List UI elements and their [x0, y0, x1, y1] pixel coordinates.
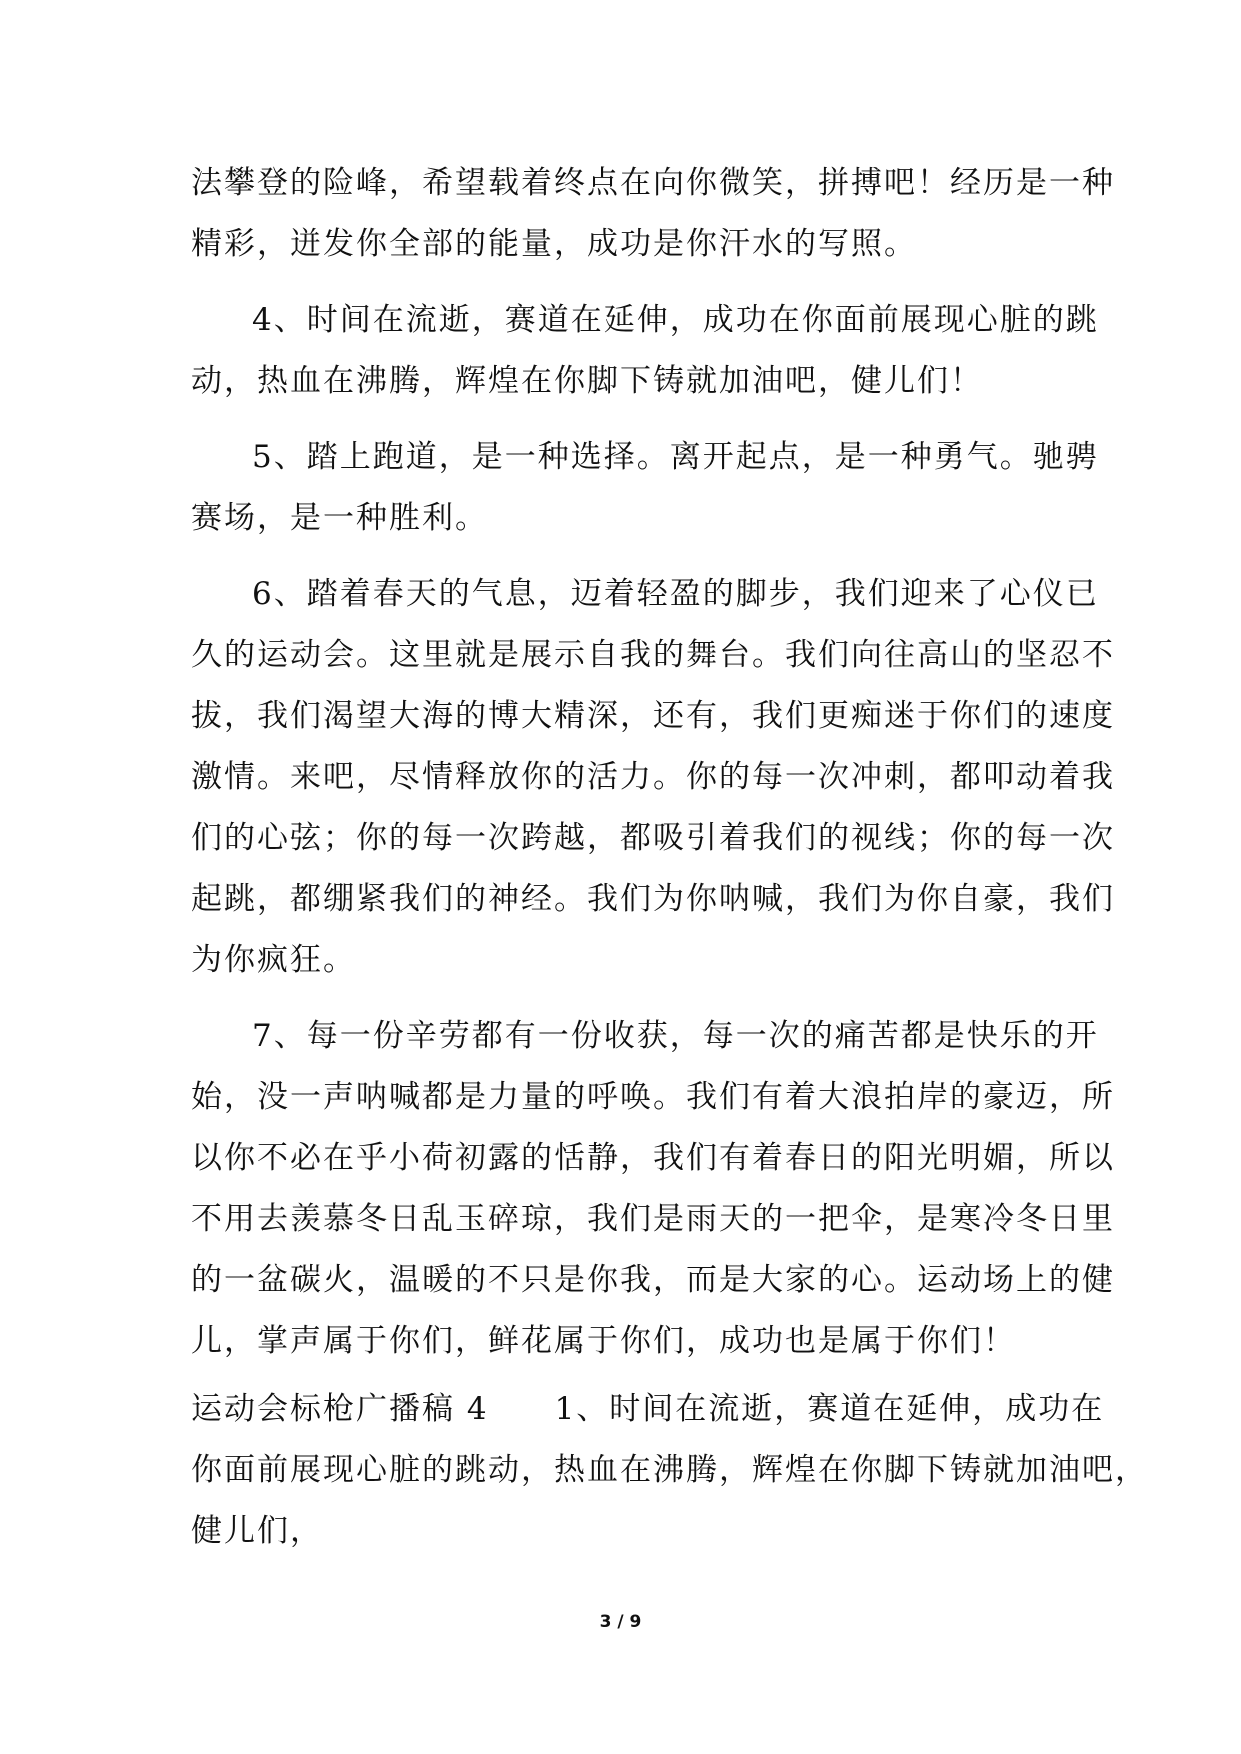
text-line: 为你疯狂。: [191, 942, 356, 978]
text-line: 始，没一声呐喊都是力量的呼唤。我们有着大浪拍岸的豪迈，所: [191, 1079, 1115, 1115]
text-line: 的一盆碳火，温暖的不只是你我，而是大家的心。运动场上的健: [191, 1262, 1115, 1298]
text-line: 健儿们，: [191, 1513, 323, 1549]
text-line: 起跳，都绷紧我们的神经。我们为你呐喊，我们为你自豪，我们: [191, 881, 1115, 917]
text-line: 精彩，迸发你全部的能量，成功是你汗水的写照。: [191, 226, 917, 262]
text-line: 儿，掌声属于你们，鲜花属于你们，成功也是属于你们！: [191, 1323, 1016, 1359]
text-line: 激情。来吧，尽情释放你的活力。你的每一次冲刺，都叩动着我: [191, 759, 1115, 795]
text-line: 赛场，是一种胜利。: [191, 500, 488, 536]
text-line: 4、时间在流逝，赛道在延伸，成功在你面前展现心脏的跳: [252, 302, 1099, 338]
text-line: 们的心弦；你的每一次跨越，都吸引着我们的视线；你的每一次: [191, 820, 1115, 856]
text-line: 7、每一份辛劳都有一份收获，每一次的痛苦都是快乐的开: [252, 1018, 1099, 1054]
text-line: 法攀登的险峰，希望载着终点在向你微笑，拼搏吧！经历是一种: [191, 165, 1115, 201]
text-line: 动，热血在沸腾，辉煌在你脚下铸就加油吧，健儿们！: [191, 363, 983, 399]
text-line: 以你不必在乎小荷初露的恬静，我们有着春日的阳光明媚，所以: [191, 1140, 1115, 1176]
text-line: 你面前展现心脏的跳动，热血在沸腾，辉煌在你脚下铸就加油吧，: [191, 1452, 1148, 1488]
section-heading-line: 运动会标枪广播稿 4 1、时间在流逝，赛道在延伸，成功在: [191, 1391, 1105, 1427]
text-line: 拔，我们渴望大海的博大精深，还有，我们更痴迷于你们的速度: [191, 698, 1115, 734]
text-line: 久的运动会。这里就是展示自我的舞台。我们向往高山的坚忍不: [191, 637, 1115, 673]
text-line: 不用去羡慕冬日乱玉碎琼，我们是雨天的一把伞，是寒冷冬日里: [191, 1201, 1115, 1237]
text-line: 5、踏上跑道，是一种选择。离开起点，是一种勇气。驰骋: [252, 439, 1099, 475]
page-number: 3 / 9: [599, 1612, 642, 1632]
text-line: 6、踏着春天的气息，迈着轻盈的脚步，我们迎来了心仪已: [252, 576, 1099, 612]
